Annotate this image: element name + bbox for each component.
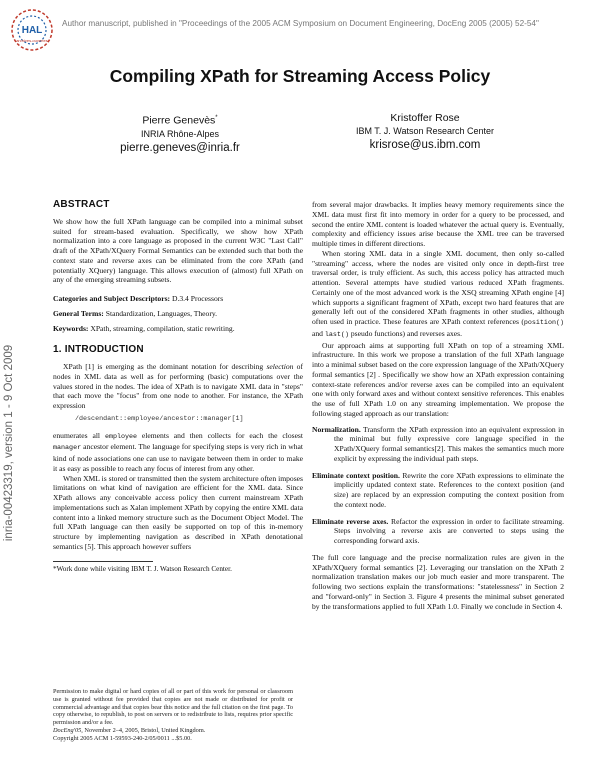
hal-logo xyxy=(10,8,54,52)
footnote: *Work done while visiting IBM T. J. Watson Research Center. xyxy=(53,564,232,573)
author-1-mark: * xyxy=(215,115,218,121)
definition-normalization: Normalization. Transform the XPath expression into an equivalent expression in the minimal but fully expressive core language specified in the XPath/XQuery formal semantics[2]. This makes the semantics much more explicit by expressing the individual path steps. xyxy=(312,424,564,463)
xpath-example: /descendant::employee/ancestor::manager[1] xyxy=(75,414,244,423)
author-2-name: Kristoffer Rose xyxy=(390,112,460,124)
publication-note: Author manuscript, published in "Proceedings of the 2005 ACM Symposium on Document Engineering, DocEng 2005 (2005) 52-54" xyxy=(62,19,539,28)
right-paragraph-3: Our approach aims at supporting full XPath on top of a streaming XML infrastructure. In this work we propose a translation of the full XPath language into a minimal subset based on the core expression language of the XPath/XQuery formal semantics [2] . Specifically we show how an XPath expression containing context-state references and/or reverse axes can be compiled into an equivalent one with only forward axes and without context sensitive references. This enables the use of full XPath 1.0 on any streaming implementation. We propose the following staged approach as our translation: xyxy=(312,340,564,418)
side-identifier xyxy=(2,283,16,603)
terms-value: Standardization, Languages, Theory. xyxy=(105,308,218,318)
logo-text: HAL xyxy=(21,25,43,36)
general-terms xyxy=(53,309,303,319)
author-1-name: Pierre Genevès xyxy=(142,114,216,127)
terms-label: General Terms: xyxy=(53,308,104,318)
categories-label: Categories and Subject Descriptors: xyxy=(53,294,171,303)
author-2-email[interactable]: krisrose@us.ibm.com xyxy=(369,139,481,151)
author-1-email[interactable]: pierre.geneves@inria.fr xyxy=(120,141,240,154)
author-2-affiliation: IBM T. J. Watson Research Center xyxy=(355,126,495,136)
left-column xyxy=(53,200,303,574)
permission-text: Permission to make digital or hard copies of all or part of this work for personal or classroom use is granted without fee provided that copies are not made or distributed for profit or commercial advantage and that copies bear this notice and the full citation on the first page. To copy otherwise, to republish, to post on servers or to redistribute to lists, requires prior specific permission and/or a fee. xyxy=(53,688,293,726)
right-column xyxy=(312,200,564,611)
side-identifier-text: inria-00423319, version 1 - 9 Oct 2009 xyxy=(3,344,15,542)
copyright-line: Copyright 2005 ACM 1-59593-240-2/05/0011 ...$5.00. xyxy=(53,734,192,742)
paper-title: Compiling XPath for Streaming Access Policy xyxy=(109,66,491,86)
permission-notice xyxy=(53,688,293,742)
abstract-heading: ABSTRACT xyxy=(53,199,110,210)
definition-context-position: Eliminate context position. Rewrite the core XPath expressions to eliminate the implicitly updated context state. References to the context position (and size) are replaced by an expression computing the context position from the context node. xyxy=(312,470,564,509)
intro-paragraph-2: enumerates all employee elements and then collects for each the closest manager ancestor element. The language for specifying steps is very rich in what kind of node associations one can use to navigate between them in order to make it as easy as possible to reach any focus of interest from any other. xyxy=(53,430,304,473)
right-paragraph-2: When storing XML data in a single XML document, then only so-called "streaming" access, where the nodes are visited only once in depth-first tree traversal order, is truly efficient. As such, this access policy has attracted much attention. Several attempts have studied various reduced XPath fragments. Certainly one of the most advanced work is the XSQ streaming XPath engine [4] which supports a significant fragment of XPath, except two hard features that are generally left out of the considered XPath fragments in other studies, although often used in practice. These features are XPath context references (position() and last() pseudo functions) and reverses axes. xyxy=(312,248,564,339)
author-2 xyxy=(300,112,550,153)
definition-reverse-axes: Eliminate reverse axes. Refactor the expression in order to facilitate streaming. Steps involving a reverse axis are converted to steps using the corresponding forward axis. xyxy=(312,516,564,545)
author-1-affiliation: INRIA Rhône-Alpes xyxy=(140,128,220,139)
intro-paragraph-3: When XML is stored or transmitted then the system architecture often imposes limitations on what kind of navigation are efficient for the XML data. Since XPath allows any conceivable access policy then current mainstream XPath implementations such as Xalan implement XPath by copying the entire XML data content into a linked memory structure such as the Document Object Model. The full XPath language can then easily be supported on top of this in-memory structure by implementing navigation as described in XPath denotational semantics [5]. This approach however suffers xyxy=(53,473,303,551)
right-paragraph-4: The full core language and the precise normalization rules are given in the XPath/XQuery formal semantics [2]. Leveraging our translation on the XPath 2 normalization translation makes our job much easier and more transparent. The following two sections explain the transformations: "statelessness" in Section 2 and "forward-only" in Section 3. Figure 4 presents the minimal subset generated by the transformations applied to full XPath 1.0. Finally we conclude in Section 4. xyxy=(312,552,564,611)
logo-subtext: archives-ouvertes xyxy=(16,38,48,43)
venue-line: DocEng'05, November 2–4, 2005, Bristol, United Kingdom. xyxy=(53,726,206,734)
right-paragraph-1: from several major drawbacks. It implies heavy memory requirements since the XML data must first fit into memory in order for a query to be processed, and second the entire XML content is loaded whatever the actual query is. Eventually, complexity and efficiency issues arise because the XML tree can be traversed multiple times in different directions. xyxy=(312,200,564,248)
introduction-heading: 1. INTRODUCTION xyxy=(53,344,144,356)
footnote-rule xyxy=(53,561,153,562)
categories-value: D.3.4 Processors xyxy=(171,294,224,303)
categories xyxy=(53,294,303,304)
keywords-label: Keywords: xyxy=(53,323,89,333)
keywords xyxy=(53,324,303,334)
keywords-value: XPath, streaming, compilation, static rewriting. xyxy=(90,323,235,333)
intro-paragraph-1: XPath [1] is emerging as the dominant notation for describing selection of nodes in XML data as well as for performing (basic) computations over the values stored in the nodes. The idea of XPath is to navigate XML data in "steps" that each move the "focus" from one node to another. For instance, the XPath expression xyxy=(53,362,303,410)
abstract-text: We show how the full XPath language can be compiled into a minimal subset suited for stream-based evaluation. Specifically, we show how XPath normalization into a core language as proposed in the current W3C "Last Call" draft of the XPath/XQuery Formal Semantics can be extended such that both the context state and reverse axes can be eliminated from the core XPath (and potentially XQuery) language. This allows execution of (almost) full XPath on any of the emerging streaming subsets. xyxy=(53,216,303,285)
author-1 xyxy=(60,112,300,156)
